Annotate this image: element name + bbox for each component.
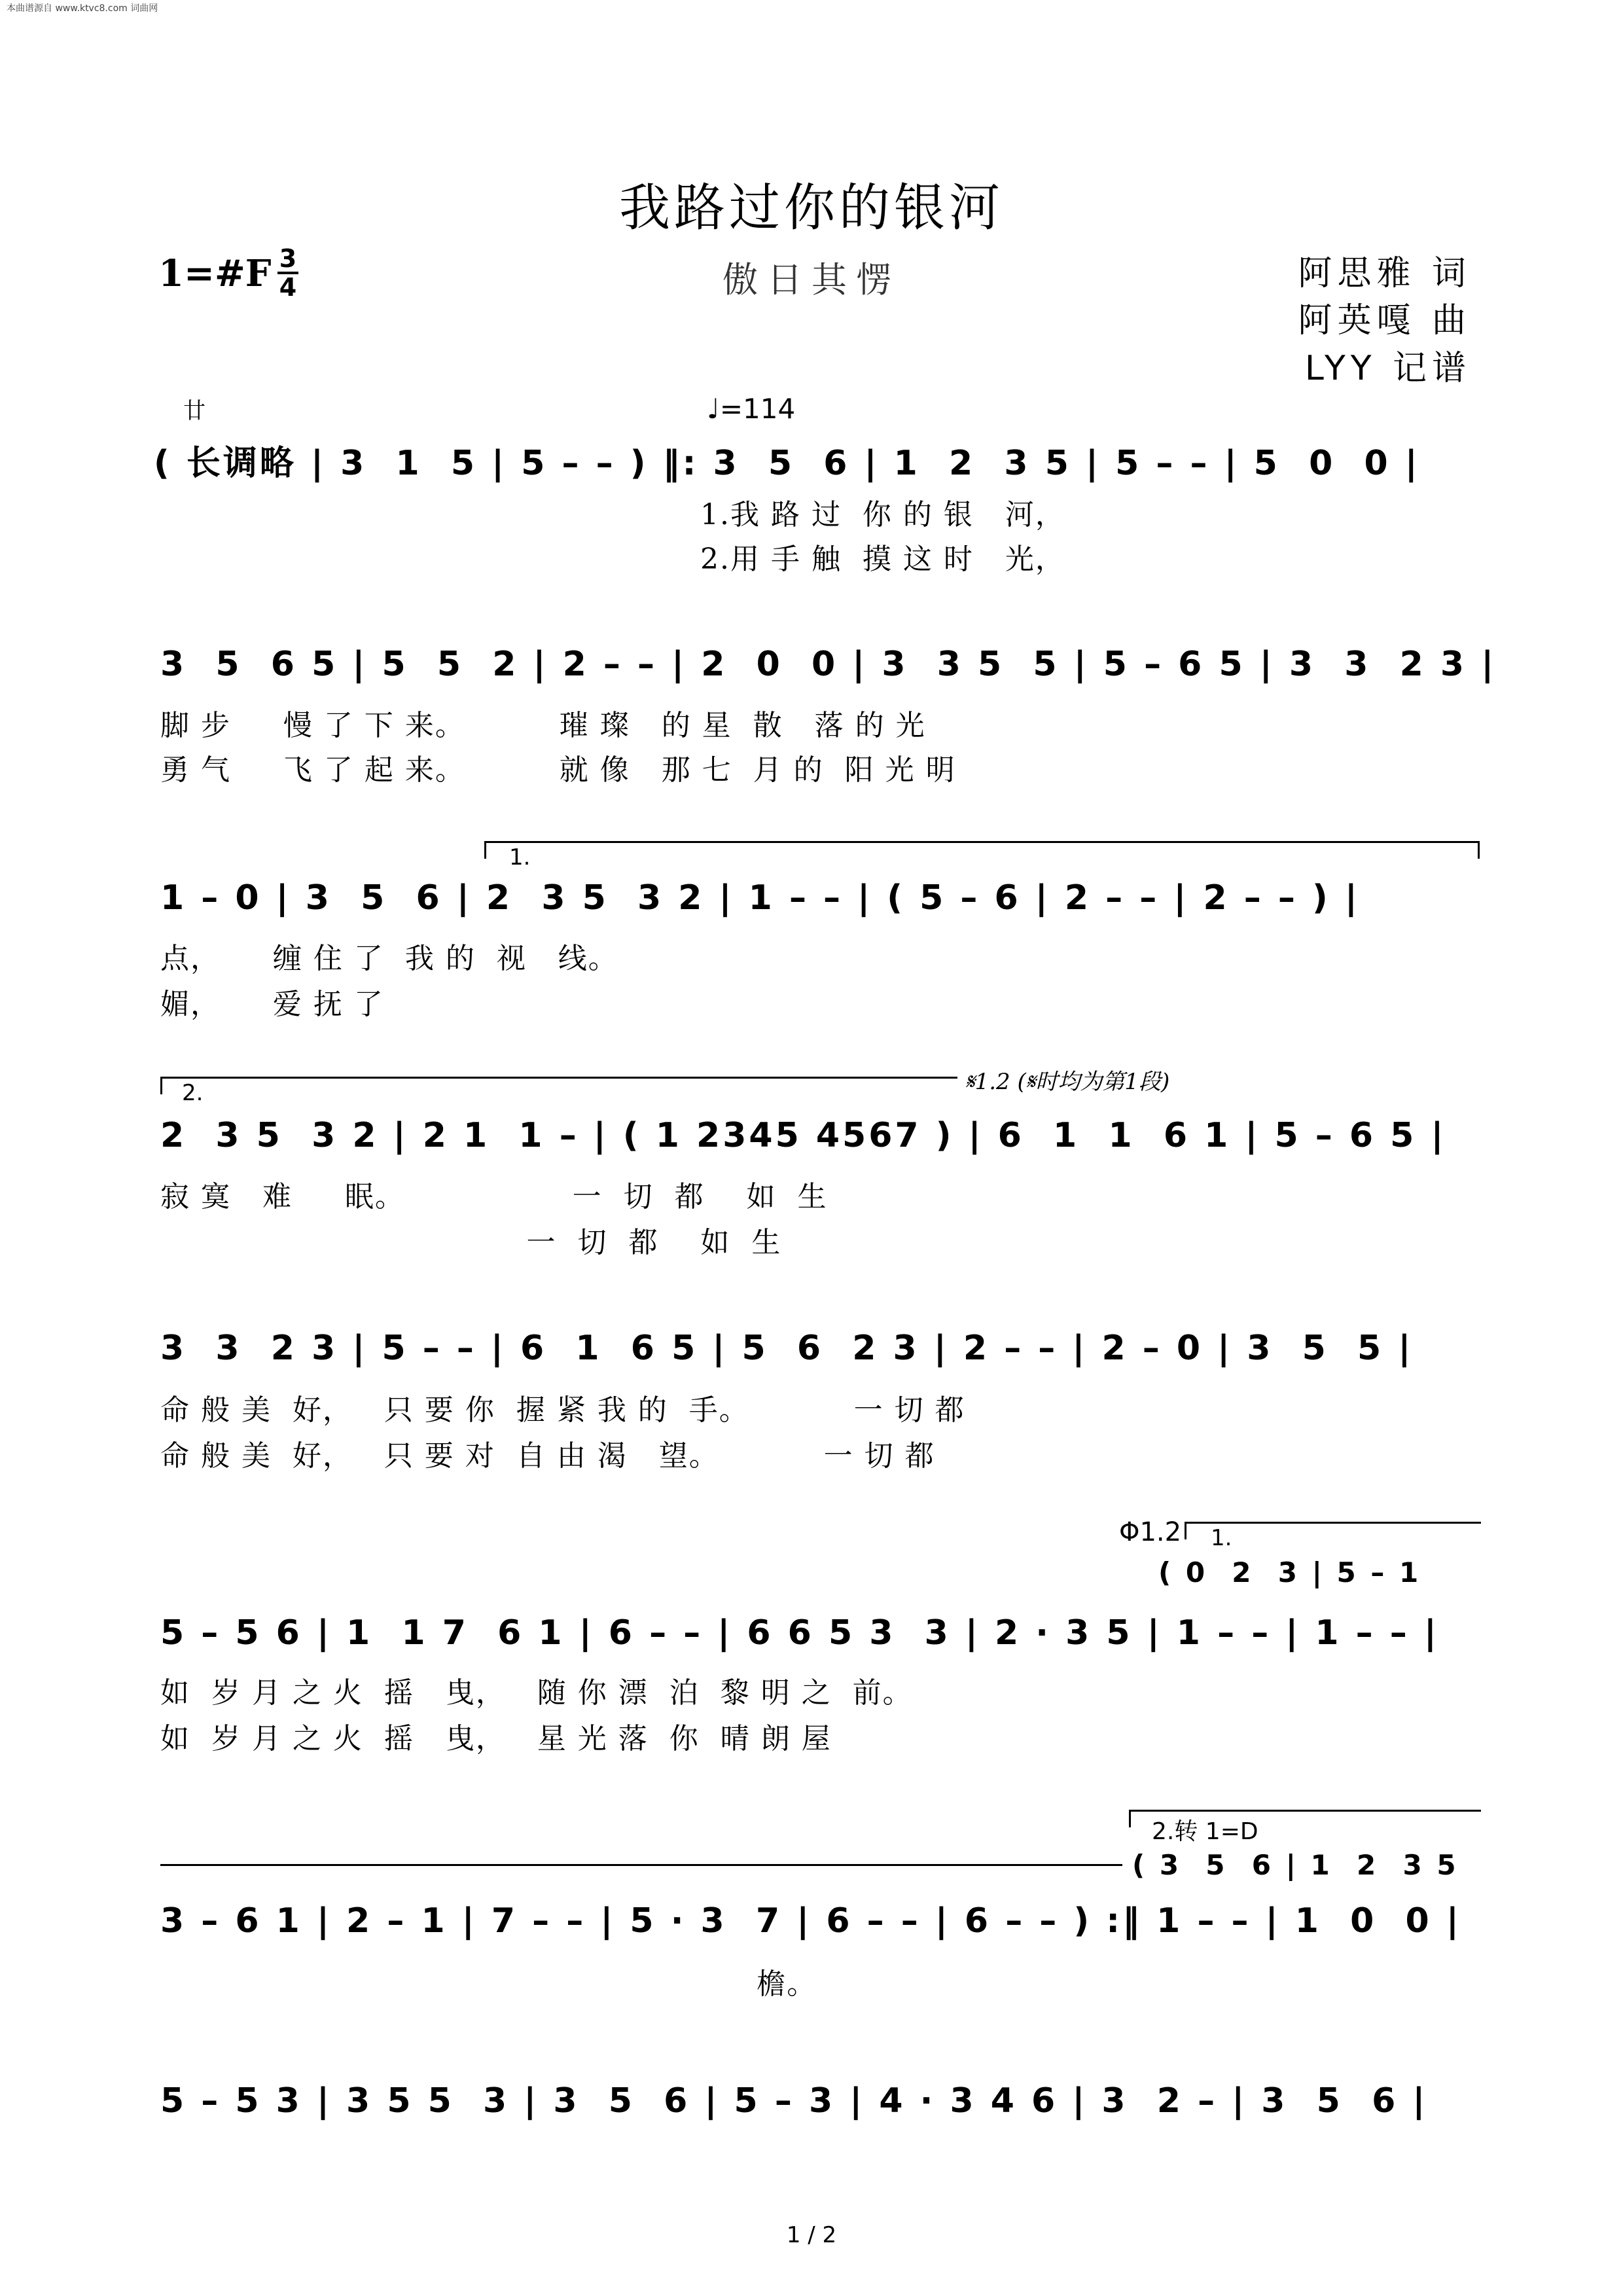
quarter-note-icon: ♩ [707,393,720,425]
segno-note: 𝄋1.2 (𝄋时均为第1段) [965,1069,1170,1095]
lyric-row-1-verse-2: 2.用 手 触 摸 这 时 光， [700,543,1065,576]
volta-bracket-1 [484,841,1480,859]
notation-row-4: 2 3 5 3 2 | 2 1 1 – | ( 1 2345 4567 ) | 6 1 1 6 1 | 5 – 6 5 | [160,1116,1446,1155]
lyric-row-6-verse-2: 如 岁 月 之 火 摇 曳， 星 光 落 你 晴 朗 屋 [160,1722,832,1755]
lyric-row-3-verse-1: 点， 缠 住 了 我 的 视 线。 [160,942,618,975]
time-signature [275,245,301,300]
coda-volta-label: 1. [1211,1525,1232,1551]
intro-mark: 廿 [183,398,205,424]
lyric-row-4-verse-1: 寂 寞 难 眠。 一 切 都 如 生 [160,1180,828,1213]
transcriber-credit: LYY 记谱 [1304,349,1471,388]
lyric-row-6-verse-1: 如 岁 月 之 火 摇 曳， 随 你 漂 泊 黎 明 之 前。 [160,1676,913,1710]
notation-row-7: 3 – 6 1 | 2 – 1 | 7 – – | 5 · 3 7 | 6 – – | 6 – – ) :‖ 1 – – | 1 0 0 | [160,1901,1461,1941]
singer-name: 傲日其愣 [722,259,901,300]
time-signature-bottom: 4 [279,273,297,302]
song-title: 我路过你的银河 [618,179,1004,238]
lyric-row-3-verse-2: 媚， 爱 抚 了 [160,988,384,1021]
modulation-label: 2.转 1=D [1152,1818,1258,1845]
notation-row-6: 5 – 5 6 | 1 1 7 6 1 | 6 – – | 6 6 5 3 3 | 2 · 3 5 | 1 – – | 1 – – | [160,1613,1439,1653]
notation-row-5: 3 3 2 3 | 5 – – | 6 1 6 5 | 5 6 2 3 | 2 – – | 2 – 0 | 3 5 5 | [160,1329,1414,1368]
coda-mark: Φ1.2 [1119,1517,1182,1547]
notation-row-2: 3 5 6 5 | 5 5 2 | 2 – – | 2 0 0 | 3 3 5 5 | 5 – 6 5 | 3 3 2 3 | [160,645,1497,684]
page-number: 1 / 2 [786,2222,837,2248]
lyricist-credit: 阿思雅 词 [1298,254,1471,293]
lyric-row-2-verse-1: 脚 步 慢 了 下 来。 璀 璨 的 星 散 落 的 光 [160,709,926,742]
lyric-row-2-verse-2: 勇 气 飞 了 起 来。 就 像 那 七 月 的 阳 光 明 [160,753,956,787]
volta-2-label: 2. [182,1080,204,1106]
notation-row-3: 1 – 0 | 3 5 6 | 2 3 5 3 2 | 1 – – | ( 5 – 6 | 2 – – | 2 – – ) | [160,878,1360,918]
composer-credit: 阿英嘎 曲 [1298,301,1471,340]
lyric-row-1-verse-1: 1.我 路 过 你 的 银 河， [700,498,1065,531]
volta-bracket-2 [160,1077,957,1094]
key-signature: 1=#F [158,252,272,295]
lyric-row-5-verse-2: 命 般 美 好， 只 要 对 自 由 渴 望。 一 切 都 [160,1439,935,1473]
modulation-notes: ( 3 5 6 | 1 2 3 5 [1132,1849,1459,1881]
lyric-row-4-verse-2: 一 切 都 如 生 [160,1226,782,1259]
header-note: 本曲谱源自 www.ktvc8.com 词曲网 [7,3,158,14]
notation-row-8: 5 – 5 3 | 3 5 5 3 | 3 5 6 | 5 – 3 | 4 · 3 4 6 | 3 2 – | 3 5 6 | [160,2081,1428,2121]
tempo-marking: ♩=114 [707,393,796,425]
coda-notes: ( 0 2 3 | 5 – 1 [1158,1556,1421,1588]
lyric-row-7-verse-1: 檐。 [160,1967,817,2001]
notation-row-1: ( 长调略 | 3 1 5 | 5 – – ) ‖: 3 5 6 | 1 2 3 5 | 5 – – | 5 0 0 | [154,444,1420,483]
volta-1-label: 1. [509,844,531,870]
volta-line [160,1864,1122,1866]
time-signature-top: 3 [279,244,297,273]
lyric-row-5-verse-1: 命 般 美 好， 只 要 你 握 紧 我 的 手。 一 切 都 [160,1393,965,1427]
